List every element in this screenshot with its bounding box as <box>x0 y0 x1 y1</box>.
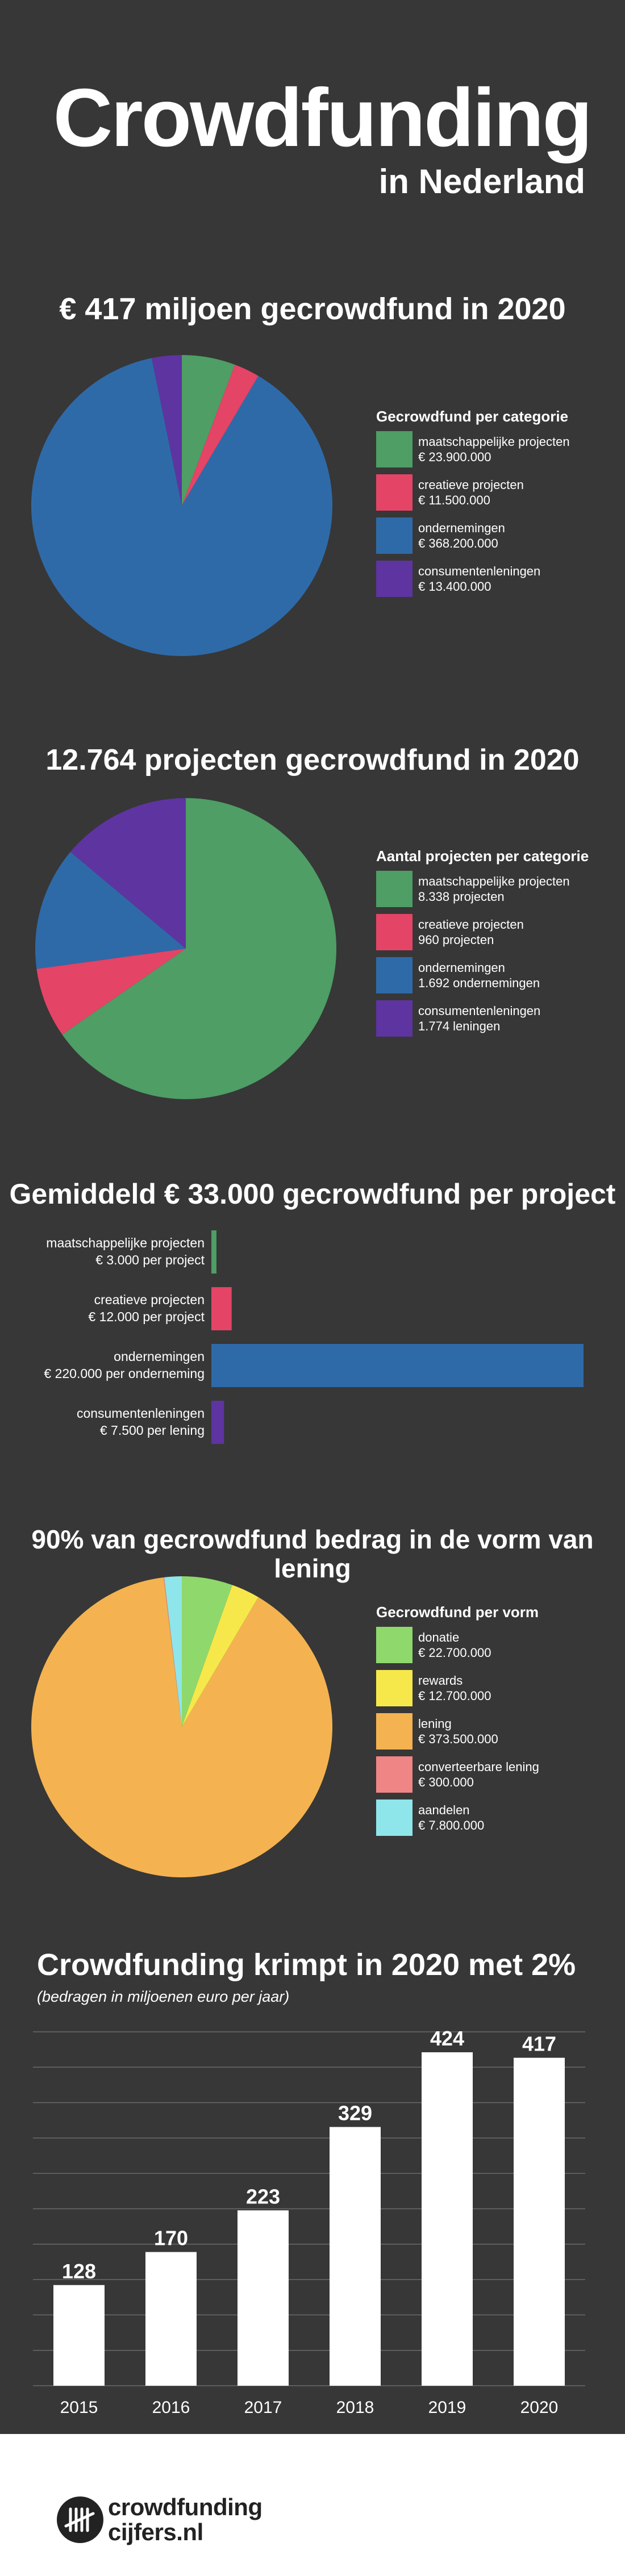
legend-title: Gecrowdfund per categorie <box>376 408 569 425</box>
section-title-trend: Crowdfunding krimpt in 2020 met 2% <box>37 1948 576 1982</box>
legend-amount-by-form <box>376 1604 539 1843</box>
bar-consumentenleningen <box>211 1401 224 1444</box>
legend-swatch <box>376 561 413 597</box>
legend-value: 8.338 projecten <box>418 890 505 904</box>
legend-item-converteerbare-lening <box>376 1756 539 1793</box>
legend-value: € 11.500.000 <box>418 493 490 507</box>
legend-swatch <box>376 1000 413 1037</box>
legend-text <box>418 1802 484 1834</box>
legend-label: donatie <box>418 1630 460 1644</box>
bar-value-label: 329 <box>338 2101 373 2125</box>
legend-value: € 300.000 <box>418 1775 474 1789</box>
legend-label: creatieve projecten <box>418 477 524 492</box>
legend-value: € 22.700.000 <box>418 1646 491 1660</box>
bar-2019 <box>422 2052 473 2386</box>
bar-2020 <box>514 2058 565 2386</box>
legend-item-maatschappelijke-projecten <box>376 431 570 467</box>
legend-value: € 373.500.000 <box>418 1732 498 1746</box>
legend-title: Aantal projecten per categorie <box>376 847 589 865</box>
bar-maatschappelijke-projecten <box>211 1230 216 1274</box>
legend-text <box>418 1630 491 1661</box>
bar-value-label: € 12.000 per project <box>88 1309 205 1324</box>
legend-text <box>418 1716 498 1747</box>
x-tick-label: 2015 <box>60 2398 98 2417</box>
legend-value: € 12.700.000 <box>418 1689 491 1703</box>
bar-label-ondernemingen <box>6 1348 205 1383</box>
bar-category-label: maatschappelijke projecten <box>46 1235 205 1250</box>
legend-value: € 13.400.000 <box>418 579 491 594</box>
legend-text <box>418 874 570 905</box>
logo-line-2: cijfers.nl <box>108 2519 203 2546</box>
legend-swatch <box>376 957 413 993</box>
legend-label: creatieve projecten <box>418 917 524 932</box>
legend-text <box>418 960 540 991</box>
bar-category-label: ondernemingen <box>114 1349 205 1364</box>
x-tick-label: 2017 <box>244 2398 282 2417</box>
legend-swatch <box>376 1670 413 1706</box>
legend-swatch <box>376 431 413 467</box>
legend-text <box>418 434 570 465</box>
logo-line-1: crowdfunding <box>108 2494 262 2520</box>
legend-swatch <box>376 871 413 907</box>
legend-label: consumentenleningen <box>418 1003 541 1018</box>
bar-value-label: € 7.500 per lening <box>99 1422 205 1438</box>
legend-swatch <box>376 1756 413 1793</box>
legend-item-creatieve-projecten <box>376 914 589 950</box>
legend-label: ondernemingen <box>418 520 505 535</box>
x-tick-label: 2016 <box>152 2398 190 2417</box>
legend-swatch <box>376 517 413 554</box>
legend-value: € 7.800.000 <box>418 1818 485 1832</box>
legend-item-ondernemingen <box>376 957 589 993</box>
legend-text <box>418 520 505 552</box>
legend-swatch <box>376 1800 413 1836</box>
legend-item-donatie <box>376 1627 539 1663</box>
legend-item-creatieve-projecten <box>376 474 570 511</box>
section-title-average: Gemiddeld € 33.000 gecrowdfund per project <box>9 1178 616 1210</box>
bar-category-label: consumentenleningen <box>76 1406 205 1421</box>
legend-value: 1.774 leningen <box>418 1019 501 1033</box>
legend-amount-by-category <box>376 408 570 604</box>
pie-chart-amount-by-form <box>28 1573 335 1880</box>
bar-value-label: 417 <box>522 2032 557 2056</box>
legend-item-maatschappelijke-projecten <box>376 871 589 907</box>
bar-2018 <box>330 2127 381 2386</box>
logo-text <box>108 2495 262 2545</box>
legend-item-aandelen <box>376 1800 539 1836</box>
legend-label: consumentenleningen <box>418 563 541 578</box>
bar-label-creatieve-projecten <box>6 1292 205 1326</box>
bar-creatieve-projecten <box>211 1287 232 1330</box>
legend-value: 960 projecten <box>418 933 494 947</box>
bar-2016 <box>145 2252 197 2386</box>
bar-chart-yearly-amount <box>0 2005 625 2425</box>
section-title-form: 90% van gecrowdfund bedrag in de vorm van lening <box>31 1525 594 1583</box>
legend-swatch <box>376 474 413 511</box>
legend-item-consumentenleningen <box>376 561 570 597</box>
page-subtitle: in Nederland <box>378 162 585 201</box>
bar-value-label: € 220.000 per onderneming <box>44 1366 205 1381</box>
x-tick-label: 2020 <box>520 2398 559 2417</box>
legend-value: € 368.200.000 <box>418 536 498 550</box>
legend-value: € 23.900.000 <box>418 450 491 464</box>
legend-label: maatschappelijke projecten <box>418 874 570 888</box>
legend-projects-by-category <box>376 847 589 1043</box>
legend-text <box>418 917 524 948</box>
legend-title: Gecrowdfund per vorm <box>376 1604 539 1621</box>
legend-item-rewards <box>376 1670 539 1706</box>
legend-text <box>418 1673 491 1704</box>
legend-label: lening <box>418 1716 452 1731</box>
legend-label: maatschappelijke projecten <box>418 434 570 449</box>
legend-label: converteerbare lening <box>418 1759 539 1774</box>
bar-value-label: 170 <box>153 2226 189 2250</box>
legend-swatch <box>376 1627 413 1663</box>
page-title: Crowdfunding <box>53 72 591 164</box>
pie-chart-projects-by-category <box>32 795 339 1102</box>
section-title-projects: 12.764 projecten gecrowdfund in 2020 <box>45 744 580 776</box>
legend-text <box>418 563 540 595</box>
x-tick-label: 2018 <box>336 2398 374 2417</box>
bar-label-maatschappelijke-projecten <box>6 1235 205 1269</box>
legend-item-consumentenleningen <box>376 1000 589 1037</box>
bar-label-consumentenleningen <box>6 1405 205 1439</box>
legend-text <box>418 477 524 508</box>
bar-value-label: € 3.000 per project <box>95 1252 205 1267</box>
bar-ondernemingen <box>211 1344 584 1387</box>
legend-label: aandelen <box>418 1802 470 1817</box>
legend-text <box>418 1759 539 1790</box>
bar-value-label: 128 <box>61 2259 97 2283</box>
bar-category-label: creatieve projecten <box>94 1292 205 1307</box>
x-tick-label: 2019 <box>428 2398 466 2417</box>
logo-tally-icon <box>57 2496 103 2543</box>
bar-value-label: 424 <box>430 2026 465 2050</box>
legend-text <box>418 1003 540 1034</box>
legend-label: rewards <box>418 1673 463 1688</box>
legend-item-ondernemingen <box>376 517 570 554</box>
legend-swatch <box>376 1713 413 1750</box>
pie-chart-amount-by-category <box>28 352 335 659</box>
legend-item-lening <box>376 1713 539 1750</box>
bar-value-label: 223 <box>245 2185 281 2208</box>
bar-2017 <box>238 2210 289 2386</box>
legend-label: ondernemingen <box>418 960 505 975</box>
section-subtitle-trend: (bedragen in miljoenen euro per jaar) <box>37 1988 290 2005</box>
legend-value: 1.692 ondernemingen <box>418 976 540 990</box>
legend-swatch <box>376 914 413 950</box>
bar-2015 <box>53 2285 105 2386</box>
section-title-amount: € 417 miljoen gecrowdfund in 2020 <box>59 292 566 326</box>
